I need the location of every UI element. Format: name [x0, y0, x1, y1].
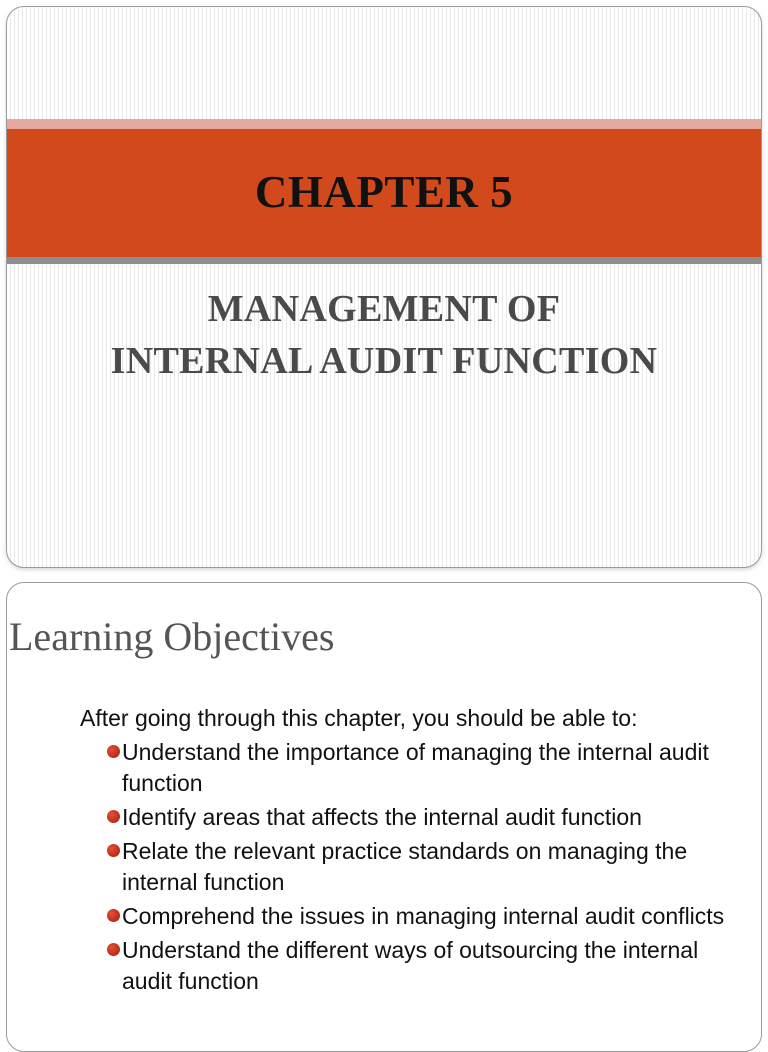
red-dot-bullet-icon [107, 844, 120, 857]
subtitle-line-2: INTERNAL AUDIT FUNCTION [110, 340, 658, 382]
learning-objectives-slide [6, 582, 762, 1052]
title-slide [6, 6, 762, 568]
list-item [107, 836, 737, 898]
objectives-intro: After going through this chapter, you should be able to: [80, 705, 638, 731]
subtitle-line-1: MANAGEMENT OF [207, 288, 561, 330]
chapter-title: CHAPTER 5 [254, 167, 514, 217]
title-band [7, 129, 761, 257]
title-band-shadow [7, 257, 761, 264]
list-item [107, 802, 737, 833]
red-dot-bullet-icon [107, 745, 120, 758]
red-dot-bullet-icon [107, 810, 120, 823]
objective-text: Understand the different ways of outsourcing the internal audit function [122, 937, 699, 994]
list-item [107, 901, 737, 932]
list-item [107, 737, 737, 799]
objective-text: Understand the importance of managing the internal audit function [122, 739, 709, 796]
red-dot-bullet-icon [107, 909, 120, 922]
objective-text: Identify areas that affects the internal audit function [122, 804, 642, 830]
objective-text: Comprehend the issues in managing internal audit conflicts [122, 903, 725, 929]
list-item [107, 935, 737, 997]
red-dot-bullet-icon [107, 943, 120, 956]
slide-heading: Learning Objectives [9, 614, 335, 659]
objectives-list [107, 737, 737, 1000]
objective-text: Relate the relevant practice standards on managing the internal function [122, 838, 688, 895]
title-band-accent [7, 119, 761, 129]
chapter-subtitle [7, 283, 761, 387]
